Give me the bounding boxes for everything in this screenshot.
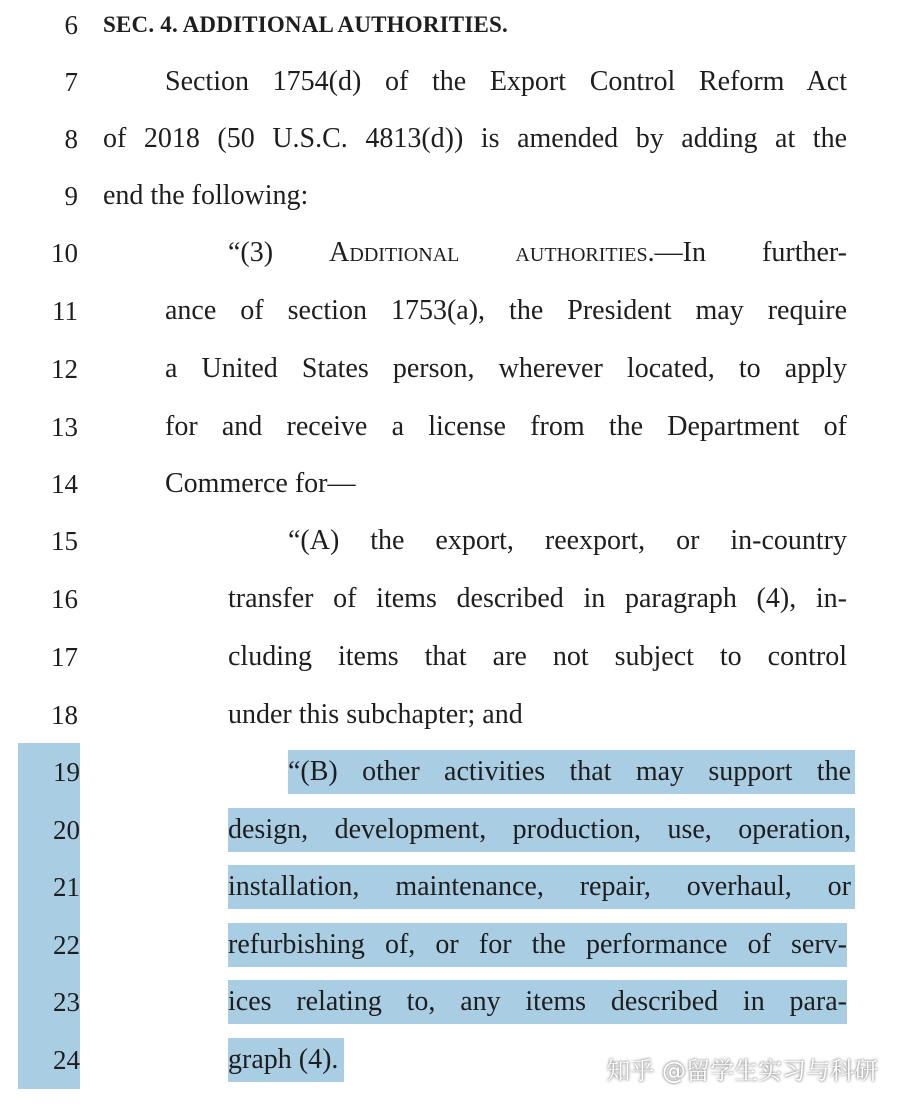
line-number: 7: [64, 67, 78, 97]
section-heading: SEC. 4. ADDITIONAL AUTHORITIES.: [103, 12, 508, 37]
document-line: [0, 110, 900, 168]
line-text: cluding items that are not subject to control: [228, 641, 847, 672]
line-number: 17: [51, 642, 78, 672]
document-line: [0, 512, 900, 570]
line-number: 6: [64, 10, 78, 40]
line-text: design, development, production, use, operation,: [228, 814, 851, 845]
line-text: end the following:: [103, 180, 309, 211]
line-text: graph (4).: [228, 1044, 339, 1075]
line-text: “(A) the export, reexport, or in-country: [288, 525, 847, 556]
watermark: 知乎 @留学生实习与科研: [606, 1057, 878, 1085]
line-text: ance of section 1753(a), the President may require: [165, 295, 847, 326]
line-number: 18: [51, 700, 78, 730]
highlighted-line: [0, 858, 900, 916]
document-line: [0, 0, 900, 54]
highlighted-text: [228, 808, 855, 852]
document-line: [0, 53, 900, 111]
line-text: Commerce for—: [165, 468, 356, 499]
line-number: 20: [18, 801, 80, 859]
line-number: 8: [64, 124, 78, 154]
line-text: “(B) other activities that may support the: [288, 756, 851, 787]
highlighted-line: [0, 743, 900, 801]
line-number: 16: [51, 584, 78, 614]
document-line: [0, 224, 900, 282]
highlighted-line: [0, 801, 900, 859]
document-line: [0, 686, 900, 744]
highlighted-text: [228, 923, 847, 967]
highlighted-text: [228, 865, 855, 909]
line-number: 19: [18, 743, 80, 801]
line-text: transfer of items described in paragraph (4), in-: [228, 583, 847, 614]
document-line: [0, 167, 900, 225]
line-number: 23: [18, 973, 80, 1031]
line-number: 12: [51, 354, 78, 384]
line-text: for and receive a license from the Department of: [165, 411, 847, 442]
line-number: 21: [18, 858, 80, 916]
line-text: under this subchapter; and: [228, 699, 523, 730]
line-text: installation, maintenance, repair, overhaul, or: [228, 871, 851, 902]
paragraph-heading: Additional authorities.: [329, 237, 655, 268]
line-text: ices relating to, any items described in para-: [228, 986, 847, 1017]
paragraph-heading-line: [228, 224, 847, 282]
line-number: 15: [51, 526, 78, 556]
highlighted-text: [228, 980, 847, 1024]
highlighted-line: [0, 916, 900, 974]
line-number: 24: [18, 1031, 80, 1089]
document-line: [0, 398, 900, 456]
highlighted-text: [288, 750, 855, 794]
line-text: refurbishing of, or for the performance of serv-: [228, 929, 847, 960]
document-line: [0, 282, 900, 340]
line-number: 9: [64, 181, 78, 211]
line-number: 11: [52, 296, 78, 326]
highlighted-line: [0, 973, 900, 1031]
document-line: [0, 340, 900, 398]
highlighted-text: [228, 1038, 344, 1082]
document-line: [0, 570, 900, 628]
line-text: Section 1754(d) of the Export Control Reform Act: [165, 66, 847, 97]
quote-paragraph-marker: “(3): [228, 237, 330, 268]
document-line: [0, 455, 900, 513]
document-line: [0, 628, 900, 686]
line-number: 14: [51, 469, 78, 499]
line-number: 13: [51, 412, 78, 442]
line-number: 10: [51, 238, 78, 268]
line-number: 22: [18, 916, 80, 974]
line-text: —In further-: [654, 237, 847, 268]
line-text: a United States person, wherever located, to apply: [165, 353, 847, 384]
line-text: of 2018 (50 U.S.C. 4813(d)) is amended by adding at the: [103, 123, 847, 154]
